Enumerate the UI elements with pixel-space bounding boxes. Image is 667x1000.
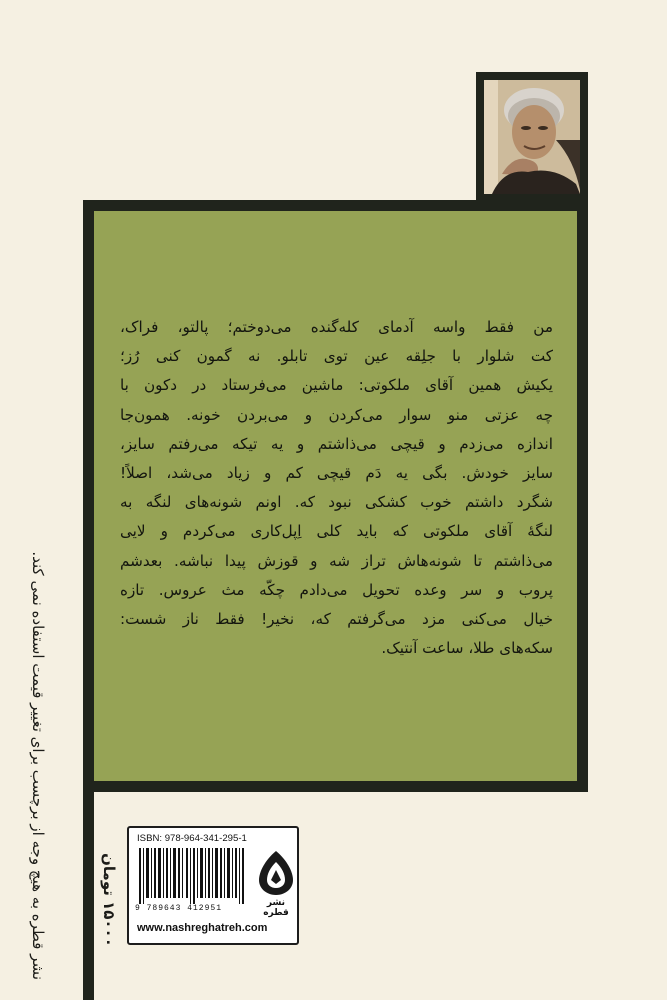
excerpt-line: سکه‌های طلا، ساعت آنتیک. (381, 639, 553, 658)
barcode-number: 9 789643 412951 (135, 904, 223, 913)
frame-strip (83, 790, 94, 1000)
excerpt-line: چه عزتی منو سوار می‌کردن و می‌بردن خونه. همون‌جا (120, 405, 553, 424)
excerpt-line: یکیش همین آقای ملکوتی: ماشین می‌فرستاد در دکون با (120, 376, 553, 395)
price-label-notice-text: نشر قطره به هیچ وجه از برچسب برای تغییر قیمت استفاده نمی کند. (29, 551, 47, 980)
excerpt-line: من فقط واسه آدمای کله‌گنده می‌دوختم؛ پالتو، فراک، (120, 318, 553, 336)
excerpt-line: اندازه می‌زدم و قیچی می‌ذاشتم و یه تیکه می‌رفتم سایز، (120, 434, 553, 453)
excerpt-line: سایز خودش. بگی یه دَم قیچی کم و زیاد می‌شد، اصلاً! (120, 464, 553, 483)
author-portrait (484, 80, 580, 194)
publisher-logo-text: نشر قطره (263, 898, 289, 918)
publisher-website: www.nashreghatreh.com (137, 922, 268, 934)
isbn: ISBN: 978-964-341-295-1 (137, 833, 247, 844)
price-text: ۱۵۰۰۰ تومان (100, 853, 118, 947)
excerpt-line: لنگهٔ آقای ملکوتی که باید کلی اِپل‌کاری می‌کردم و لایی (120, 522, 553, 541)
barcode-icon (137, 848, 249, 904)
excerpt-line: خیال می‌کنی مزد می‌گرفتم که، نخیر! فقط ناز شست: (120, 610, 553, 629)
author-portrait-frame (476, 72, 588, 202)
excerpt-line: کت شلوار با جلِقه عین توی تابلو. نه گمون کنی رُز؛ (120, 347, 553, 366)
price (94, 826, 124, 974)
price-label-notice (23, 551, 53, 980)
excerpt-line: شگرد داشتم خوب کشکی نبود که. اونم شونه‌های لنگه به (120, 493, 553, 512)
publisher-logo-icon (257, 850, 295, 896)
excerpt-panel-frame (83, 200, 588, 792)
back-cover-excerpt (120, 313, 553, 663)
excerpt-line: می‌ذاشتم تا شونه‌هاش تراز شه و قوزش پیدا نباشه. بعدشم (120, 551, 553, 570)
excerpt-panel (94, 211, 577, 781)
barcode-label (127, 826, 299, 945)
excerpt-line: پروب و سر وعده تحویل می‌دادم چکّه مث عروس. تازه (120, 580, 553, 599)
